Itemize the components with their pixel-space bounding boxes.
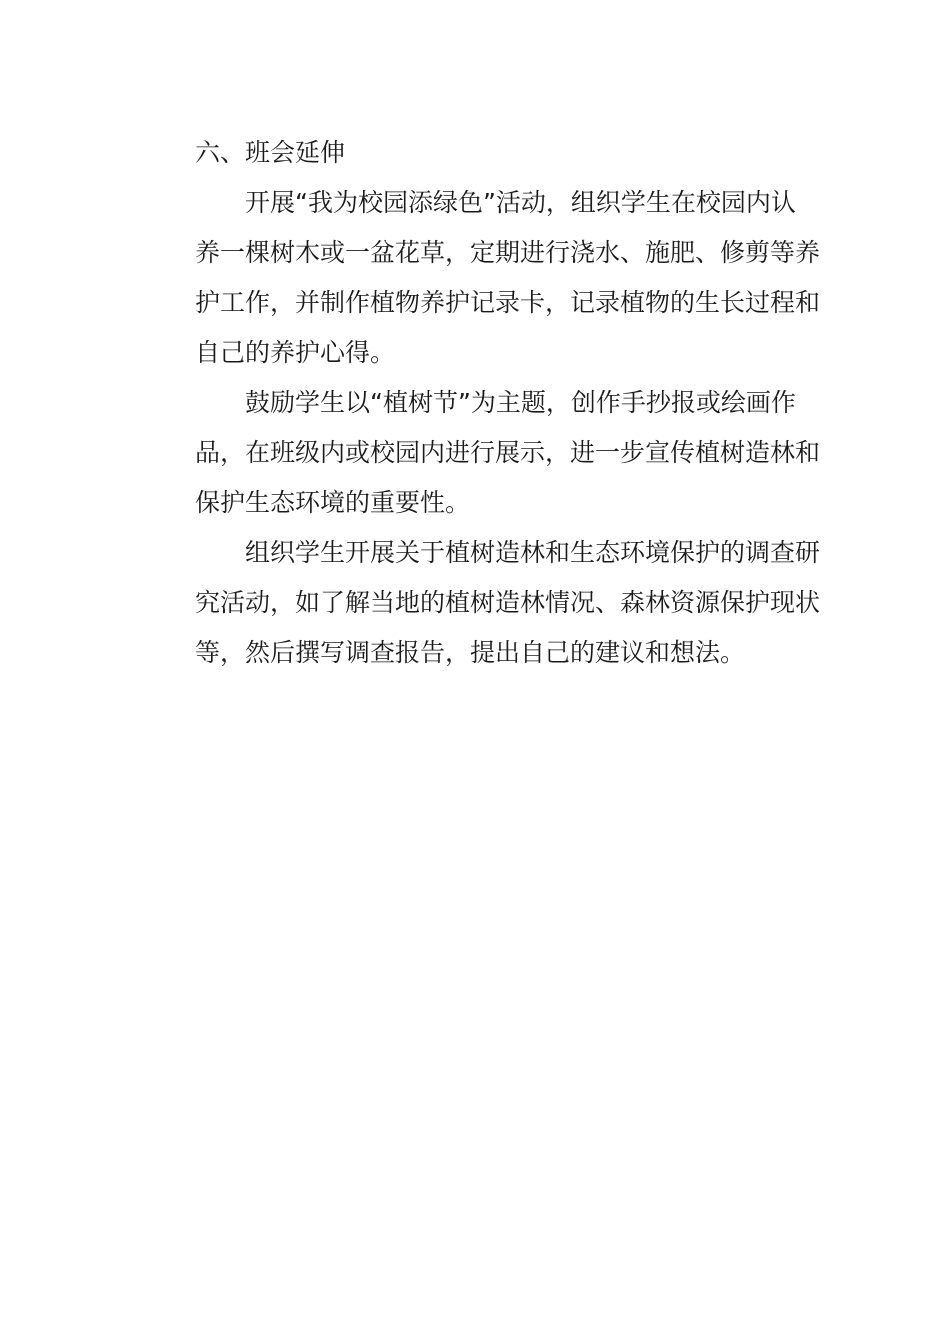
paragraph-line: 养一棵树木或一盆花草，定期进行浇水、施肥、修剪等养 <box>195 238 821 267</box>
section-heading: 六、班会延伸 <box>195 138 346 167</box>
paragraph-line: 护工作，并制作植物养护记录卡，记录植物的生长过程和 <box>195 288 821 317</box>
document-body <box>145 128 821 678</box>
paragraph-line: 开展“我为校园添绿色”活动，组织学生在校园内认 <box>245 188 796 217</box>
paragraph-research-activity <box>145 528 821 678</box>
paragraph-line: 究活动，如了解当地的植树造林情况、森林资源保护现状 <box>195 588 821 617</box>
paragraph-line: 鼓励学生以“植树节”为主题，创作手抄报或绘画作 <box>245 388 796 417</box>
paragraph-line: 保护生态环境的重要性。 <box>195 488 471 517</box>
paragraph-line: 等，然后撰写调查报告，提出自己的建议和想法。 <box>195 638 746 667</box>
paragraph-line: 组织学生开展关于植树造林和生态环境保护的调查研 <box>245 538 821 567</box>
paragraph-green-campus-activity <box>145 178 821 378</box>
paragraph-arbor-day-artwork <box>145 378 821 528</box>
paragraph-line: 自己的养护心得。 <box>195 338 396 367</box>
paragraph-line: 品，在班级内或校园内进行展示，进一步宣传植树造林和 <box>195 438 821 467</box>
